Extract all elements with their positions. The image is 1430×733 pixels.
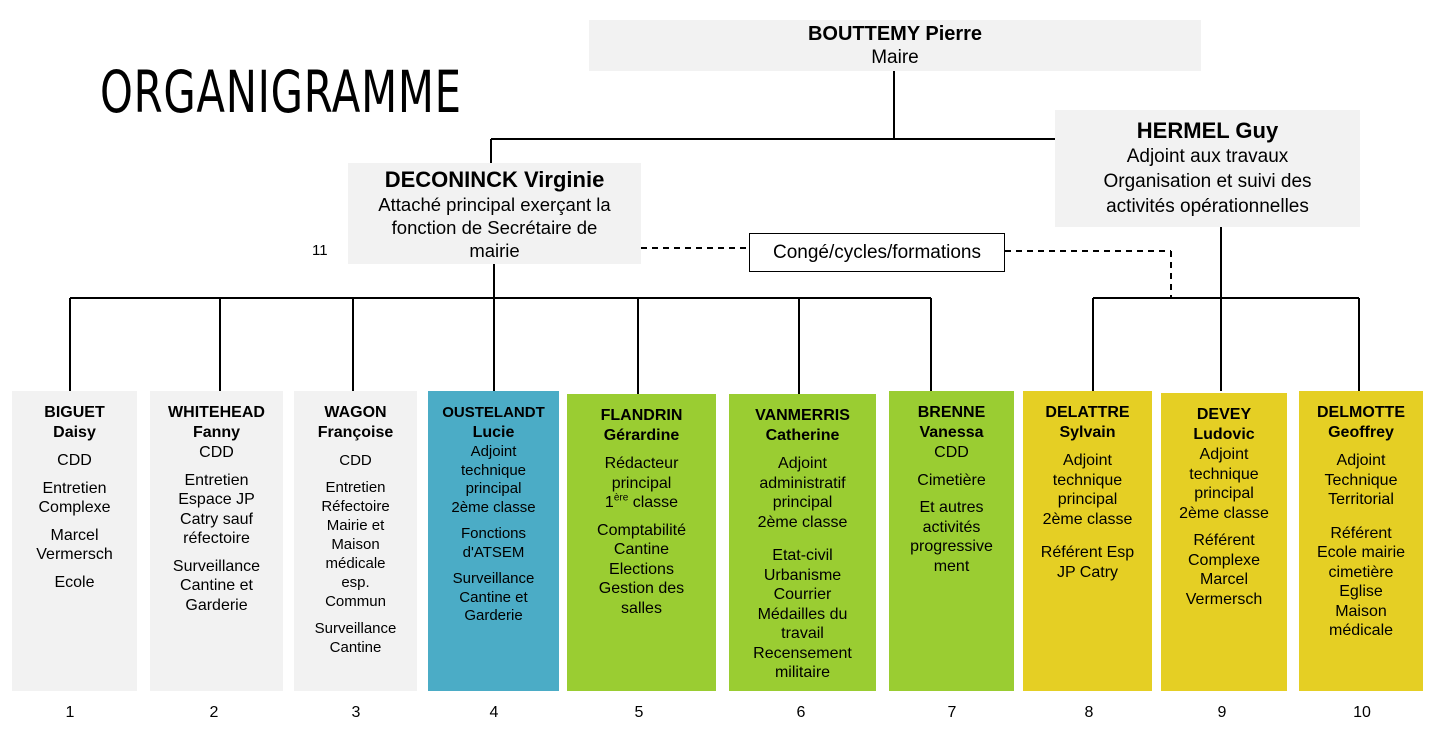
maire-name: BOUTTEMY Pierre xyxy=(807,23,983,45)
employee-surname: VANMERRIS xyxy=(755,407,850,424)
employee-number: 1 xyxy=(65,704,75,721)
employee-firstname: Catherine xyxy=(765,427,840,444)
employee-box-8 xyxy=(1023,391,1152,691)
secretaire-role-line: mairie xyxy=(469,240,520,261)
employee-info: Et autres activités progressive ment xyxy=(910,499,993,575)
employee-info: Etat-civil Urbanisme Courrier Médailles du travail Recensement militaire xyxy=(753,547,852,681)
employee-info: CDD xyxy=(199,444,234,461)
employee-number: 4 xyxy=(489,704,499,721)
secretaire-role-line: fonction de Secrétaire de xyxy=(391,217,598,238)
maire-role: Maire xyxy=(871,47,919,68)
employee-info: CDD xyxy=(934,444,969,461)
employee-box-3 xyxy=(294,391,417,691)
employee-info: Ecole xyxy=(54,573,95,591)
employee-surname: OUSTELANDT xyxy=(442,404,545,421)
employee-info: Référent Ecole mairie cimetière Eglise Maison médicale xyxy=(1316,524,1406,639)
adjoint-role-line: Organisation et suivi des xyxy=(1103,171,1312,192)
employee-box-1 xyxy=(12,391,137,691)
employee-firstname: Lucie xyxy=(472,424,515,441)
page-title: ORGANIGRAMME xyxy=(100,58,462,126)
employee-info: Adjoint technique principal 2ème classe xyxy=(1179,446,1269,522)
employee-firstname: Ludovic xyxy=(1193,426,1255,443)
employee-number: 5 xyxy=(634,704,644,721)
employee-firstname: Françoise xyxy=(317,424,394,441)
employee-number: 10 xyxy=(1353,704,1371,721)
employee-firstname: Geoffrey xyxy=(1328,424,1394,441)
employee-number: 8 xyxy=(1084,704,1094,721)
employee-number: 7 xyxy=(947,704,957,721)
secretaire-number: 11 xyxy=(312,242,328,259)
conge-box: Congé/cycles/formations xyxy=(749,233,1005,272)
employee-number: 6 xyxy=(796,704,806,721)
employee-surname: FLANDRIN xyxy=(600,407,683,424)
employee-firstname: Sylvain xyxy=(1059,424,1116,441)
employee-info: Entretien Complexe xyxy=(38,479,111,516)
employee-box-5 xyxy=(567,394,716,691)
employee-info: Adjoint technique principal 2ème classe xyxy=(451,443,536,516)
employee-info: Comptabilité Cantine Elections Gestion des salles xyxy=(597,521,686,617)
adjoint-role-line: activités opérationnelles xyxy=(1106,196,1309,217)
employee-info: Rédacteur principal 1ère classe xyxy=(604,455,679,511)
employee-box-9 xyxy=(1161,393,1287,691)
adjoint-box xyxy=(1055,110,1360,227)
employee-firstname: Vanessa xyxy=(919,424,984,441)
maire-box xyxy=(589,20,1201,71)
employee-surname: DEVEY xyxy=(1196,406,1252,423)
employee-number: 9 xyxy=(1217,704,1227,721)
employee-surname: DELMOTTE xyxy=(1317,404,1405,421)
secretaire-box xyxy=(348,163,641,264)
employee-info: CDD xyxy=(57,452,92,469)
employee-firstname: Gérardine xyxy=(603,427,680,444)
employee-number: 3 xyxy=(351,704,361,721)
employee-surname: BRENNE xyxy=(917,404,986,421)
employee-surname: BIGUET xyxy=(44,404,105,421)
employee-box-2 xyxy=(150,391,283,691)
adjoint-role-line: Adjoint aux travaux xyxy=(1126,146,1289,167)
employee-info: Entretien Espace JP Catry sauf réfectoire xyxy=(178,471,255,547)
adjoint-name: HERMEL Guy xyxy=(1136,118,1279,143)
employee-firstname: Daisy xyxy=(53,424,96,441)
employee-info: Adjoint technique principal 2ème classe xyxy=(1042,452,1133,528)
employee-info: Surveillance Cantine et Garderie xyxy=(172,557,261,614)
employee-box-10 xyxy=(1299,391,1423,691)
secretaire-name: DECONINCK Virginie xyxy=(384,167,605,192)
employee-surname: WHITEHEAD xyxy=(168,404,265,421)
employee-info: Marcel Vermersch xyxy=(36,526,113,563)
employee-box-7 xyxy=(889,391,1014,691)
employee-info: Référent Complexe Marcel Vermersch xyxy=(1185,532,1263,608)
employee-surname: DELATTRE xyxy=(1045,404,1130,421)
employee-info: Adjoint Technique Territorial xyxy=(1324,452,1398,508)
employee-info: Référent Esp JP Catry xyxy=(1040,544,1135,581)
employee-info: Entretien Réfectoire Mairie et Maison médicale esp. Commun xyxy=(321,479,390,610)
secretaire-role-line: Attaché principal exerçant la xyxy=(378,194,611,215)
employee-info: Cimetière xyxy=(917,471,986,489)
employee-info: Surveillance Cantine et Garderie xyxy=(452,570,535,624)
employee-info: CDD xyxy=(339,452,372,469)
employee-firstname: Fanny xyxy=(192,424,241,441)
employee-surname: WAGON xyxy=(324,404,387,421)
employee-info: Adjoint administratif principal 2ème classe xyxy=(757,455,848,531)
employee-box-6 xyxy=(729,394,876,691)
employee-number: 2 xyxy=(209,704,219,721)
employee-info: Fonctions d'ATSEM xyxy=(460,525,527,561)
employee-box-4 xyxy=(428,391,559,691)
employee-info: Surveillance Cantine xyxy=(314,620,397,656)
